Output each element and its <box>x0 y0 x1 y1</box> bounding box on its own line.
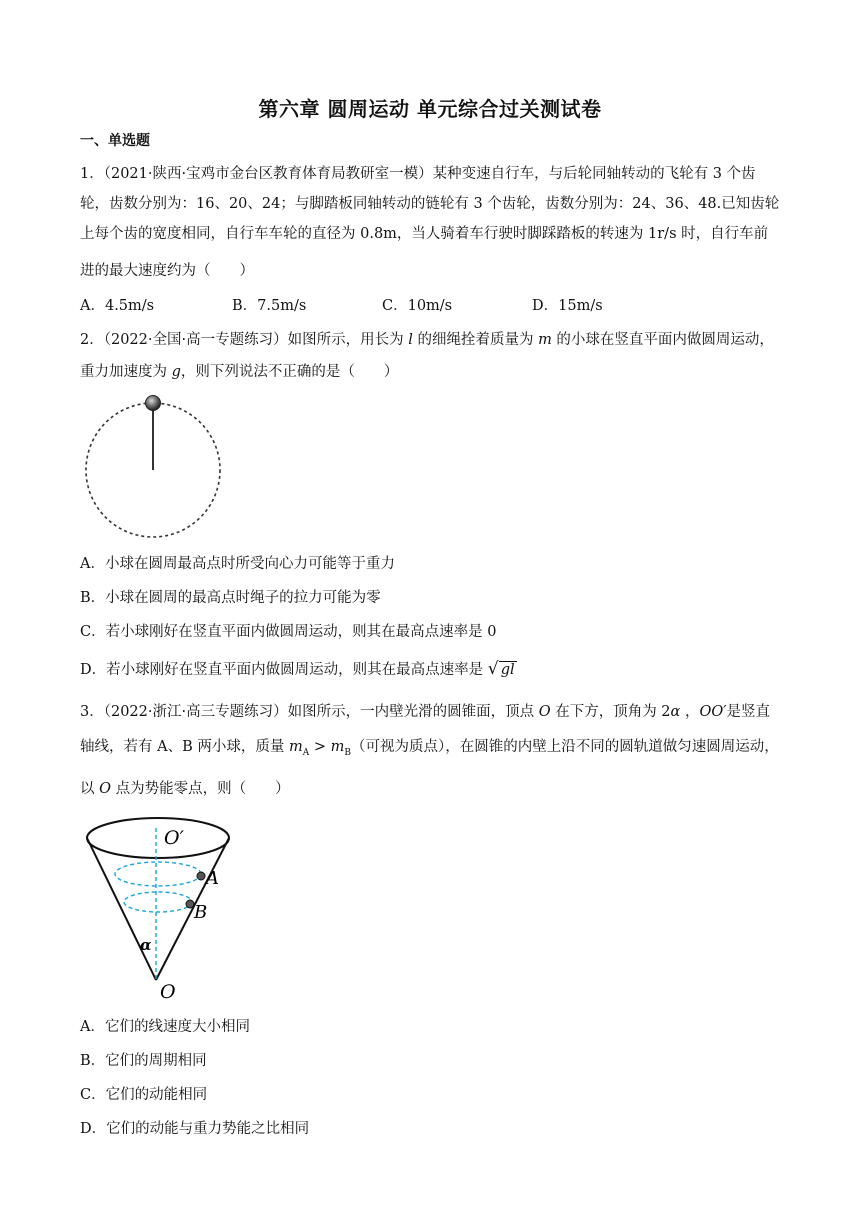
sqrt-radicand: gl <box>500 662 515 678</box>
q3-text: 点为势能零点，则（ ） <box>111 781 290 797</box>
q1-option-b: B．7.5m/s <box>232 298 307 314</box>
q2-option-b: B．小球在圆周的最高点时绳子的拉力可能为零 <box>80 590 381 606</box>
var-O: O <box>538 704 551 720</box>
q3-option-b: B．它们的周期相同 <box>80 1053 207 1069</box>
q1-option-c: C．10m/s <box>382 298 453 314</box>
q2-text: ，则下列说法不正确的是（ ） <box>180 364 399 380</box>
q2-text: 重力加速度为 <box>80 364 172 380</box>
cone-figure <box>80 808 240 1004</box>
q3-option-a: A．它们的线速度大小相同 <box>80 1019 250 1035</box>
q3-text: （可视为质点），在圆锥的内壁上沿不同的圆轨道做匀速圆周运动， <box>350 739 779 755</box>
var-alpha: α <box>670 704 681 720</box>
q3-line-3 <box>80 777 290 798</box>
q2-option-d-text: D．若小球刚好在竖直平面内做圆周运动，则其在最高点速率是 <box>80 662 488 678</box>
q3-text: 3．（2022·浙江·高三专题练习）如图所示，一内壁光滑的圆锥面，顶点 <box>80 704 539 720</box>
var-l: l <box>408 332 413 348</box>
cone-right-side <box>156 838 229 980</box>
q2-text: 2．（2022·全国·高一专题练习）如图所示，用长为 <box>80 332 409 348</box>
var-g: g <box>171 364 181 380</box>
cone-left-side <box>87 838 156 980</box>
q1-line-2: 轮，齿数分别为：16、20、24；与脚踏板同轴转动的链轮有 3 个齿轮，齿数分别为：24、36、48.已知齿轮 <box>80 196 780 212</box>
gt-sign: > <box>309 739 331 755</box>
q3-text: 以 <box>80 781 100 797</box>
var-OO: OO′ <box>699 704 727 720</box>
q2-line-1 <box>80 328 774 349</box>
var-mA: m <box>288 739 303 755</box>
var-O: O <box>99 781 111 797</box>
sqrt-expression: √ gl <box>487 659 515 679</box>
orbit-a <box>115 862 201 886</box>
var-mB: m <box>330 739 345 755</box>
ball <box>146 396 161 411</box>
ball-b <box>186 900 194 908</box>
q3-text: 轴线，若有 A、B 两小球，质量 <box>80 739 289 755</box>
q1-option-a: A．4.5m/s <box>80 298 155 314</box>
q3-line-1 <box>80 700 770 721</box>
label-A: A <box>206 868 219 889</box>
q2-option-a: A．小球在圆周最高点时所受向心力可能等于重力 <box>80 556 395 572</box>
label-alpha: α <box>140 936 152 954</box>
cone-rim <box>87 818 229 858</box>
q2-text: 的小球在竖直平面内做圆周运动， <box>551 332 774 348</box>
q2-option-d <box>80 658 517 679</box>
sub-B: B <box>344 747 351 758</box>
q3-text: ， <box>680 704 700 720</box>
q2-option-c: C．若小球刚好在竖直平面内做圆周运动，则其在最高点速率是 0 <box>80 624 497 640</box>
var-m: m <box>538 332 552 348</box>
q3-option-d: D．它们的动能与重力势能之比相同 <box>80 1121 310 1137</box>
page-title: 第六章 圆周运动 单元综合过关测试卷 <box>258 97 602 121</box>
label-O-prime: O′ <box>164 827 184 849</box>
orbit-b <box>124 892 192 912</box>
q3-option-c: C．它们的动能相同 <box>80 1087 208 1103</box>
q1-line-3: 上每个齿的宽度相同，自行车车轮的直径为 0.8m，当人骑着车行驶时脚踩踏板的转速为 1r/s 时，自行车前 <box>80 226 769 242</box>
q3-text: 是竖直 <box>726 704 771 720</box>
q1-line-4: 进的最大速度约为（ ） <box>80 263 254 279</box>
label-B: B <box>194 902 208 923</box>
q3-text: 在下方，顶角为 2 <box>550 704 671 720</box>
sub-A: A <box>302 747 310 758</box>
q1-option-d: D．15m/s <box>532 298 603 314</box>
ball-a <box>197 872 205 880</box>
circle-pendulum-figure <box>80 388 230 538</box>
q3-line-2 <box>80 735 779 758</box>
q2-text: 的细绳拴着质量为 <box>412 332 539 348</box>
q2-line-2 <box>80 360 398 381</box>
section-heading: 一、单选题 <box>80 133 150 149</box>
label-O: O <box>160 981 176 1003</box>
q1-line-1: 1．（2021·陕西·宝鸡市金台区教育体育局教研室一模）某种变速自行车，与后轮同轴转动的飞轮有 3 个齿 <box>80 166 756 182</box>
